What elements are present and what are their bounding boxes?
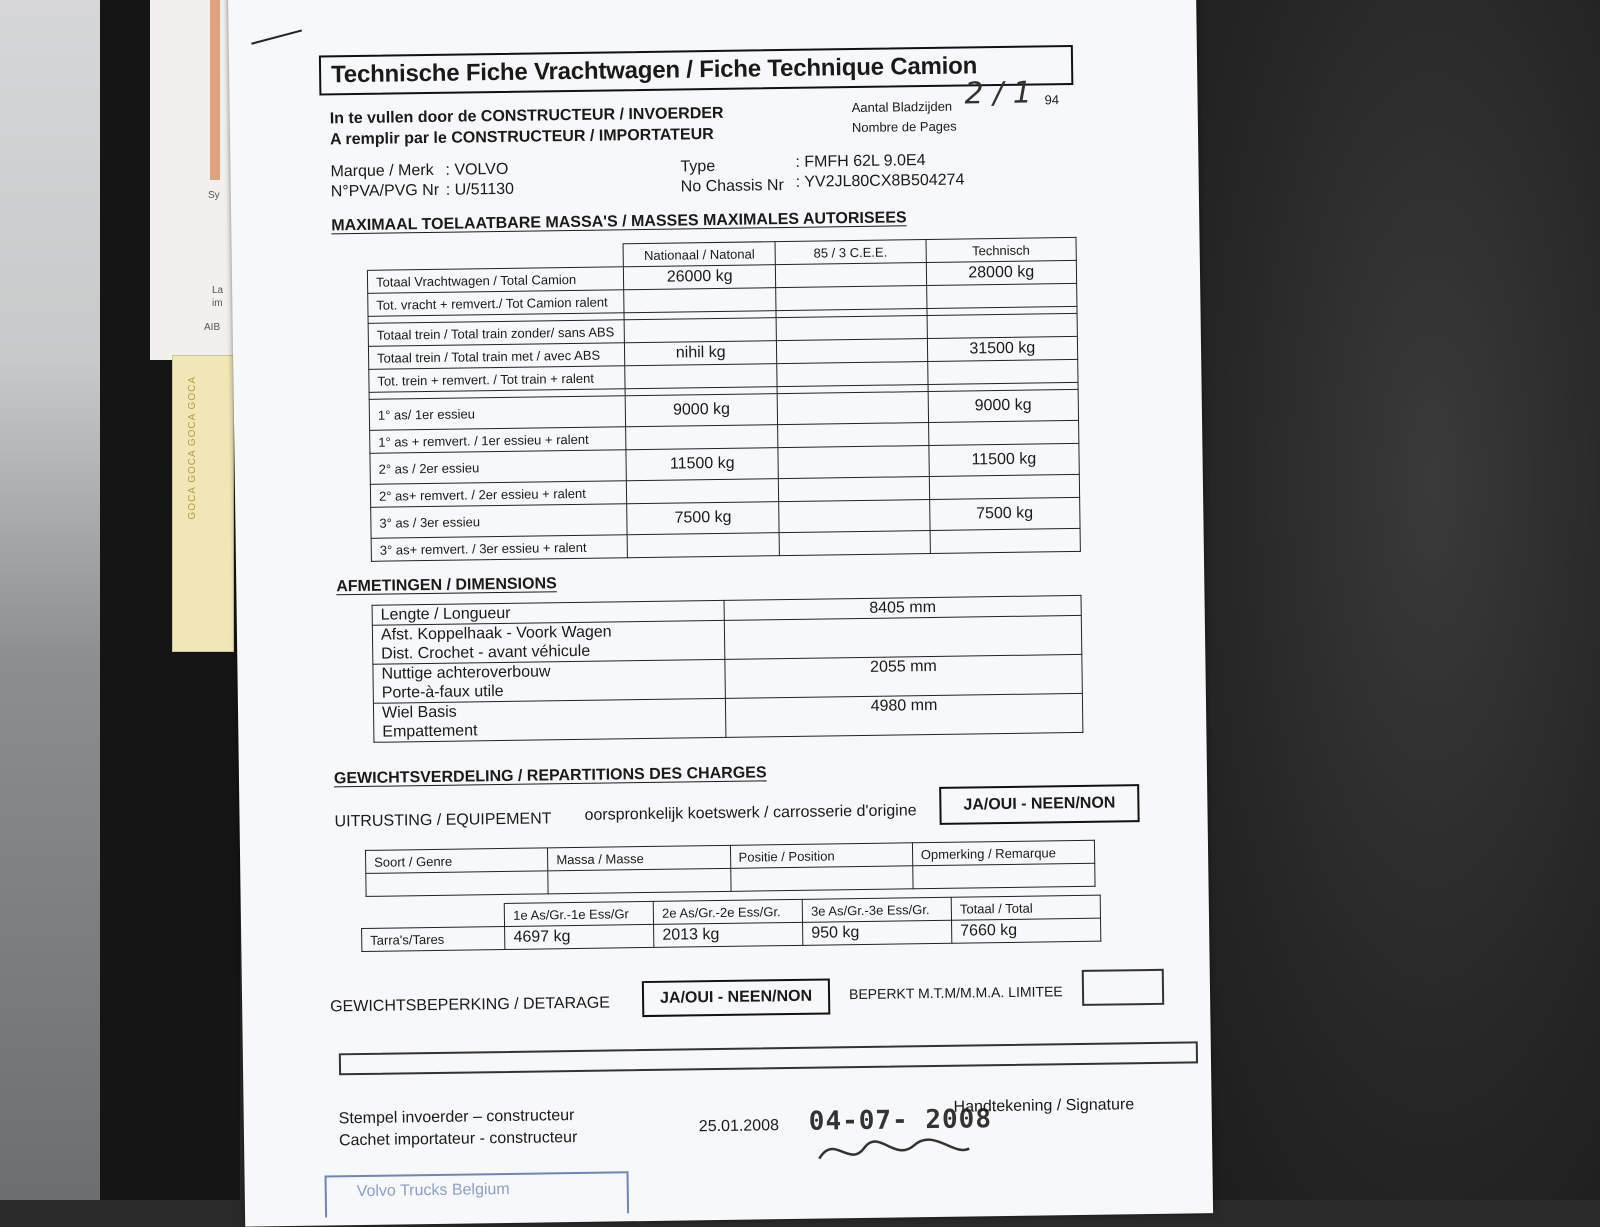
- dimension-label-line1: Afst. Koppelhaak - Voork Wagen: [380, 623, 612, 644]
- pen-mark: [251, 29, 302, 44]
- tare-axle1-value: 4697 kg: [505, 924, 654, 949]
- row-label: Tot. vracht + remvert./ Tot Camion ralent: [368, 290, 625, 317]
- limited-label: BEPERKT M.T.M/M.M.A. LIMITEE: [848, 983, 1063, 1003]
- under-doc-text: AIB: [204, 322, 221, 333]
- stamp-label-fr: Cachet importateur - constructeur: [338, 1128, 578, 1150]
- column-header-position: Positie / Position: [730, 843, 913, 869]
- tare-axle3-value: 950 kg: [803, 920, 952, 945]
- cee-value: [777, 423, 928, 448]
- technical-value: [927, 313, 1078, 338]
- national-value: 26000 kg: [624, 265, 776, 290]
- equipment-label: UITRUSTING / EQUIPEMENT: [334, 810, 552, 831]
- row-label: Totaal trein / Total train zonder/ sans ABS: [368, 320, 625, 347]
- dimension-value: [724, 615, 1082, 659]
- dimension-value: 4980 mm: [725, 693, 1083, 737]
- yellow-slip: [172, 355, 234, 652]
- column-header-axle3: 3e As/Gr.-3e Ess/Gr.: [802, 897, 951, 922]
- type-value: : FMFH 62L 9.0E4: [795, 152, 926, 171]
- company-stamp: Volvo Trucks Belgium: [325, 1171, 630, 1217]
- type-label: Type: [680, 157, 716, 176]
- fill-by-fr: A remplir par le CONSTRUCTEUR / IMPORTATEUR: [329, 125, 714, 149]
- under-doc-text: La: [212, 285, 224, 296]
- column-header-axle2: 2e As/Gr.-2e Ess/Gr.: [653, 899, 802, 924]
- make-label: Marque / Merk: [330, 161, 434, 181]
- technical-value: 7500 kg: [929, 497, 1080, 530]
- technical-value: 31500 kg: [927, 336, 1078, 361]
- column-header-remark: Opmerking / Remarque: [912, 840, 1095, 866]
- table-cell: [361, 903, 505, 928]
- dimension-label-line2: Empattement: [382, 722, 478, 741]
- stamp-label-nl: Stempel invoerder – constructeur: [338, 1107, 575, 1128]
- table-cell: [912, 863, 1095, 889]
- technical-value: 28000 kg: [926, 260, 1077, 285]
- dimension-label: [373, 698, 726, 742]
- cee-value: [779, 500, 930, 533]
- dimension-label-line1: Lengte / Longueur: [380, 604, 511, 624]
- row-label: 1° as/ 1er essieu: [369, 396, 626, 431]
- cee-value: [777, 392, 928, 425]
- dimensions-table: [372, 595, 1084, 743]
- technical-sheet: [228, 0, 1213, 1227]
- underlying-document: [150, 0, 241, 360]
- background-fabric: [1180, 0, 1600, 1200]
- cee-value: [776, 339, 927, 364]
- chassis-value: : YV2JL80CX8B504274: [795, 171, 965, 191]
- limited-value-box: [1082, 969, 1164, 1006]
- national-value: 7500 kg: [627, 502, 779, 535]
- under-doc-text: im: [212, 298, 223, 309]
- dimensions-heading: AFMETINGEN / DIMENSIONS: [336, 575, 557, 596]
- pages-label-nl: Aantal Bladzijden: [851, 98, 953, 116]
- printed-date: 25.01.2008: [698, 1117, 780, 1136]
- column-header-technical: Technisch: [926, 237, 1077, 262]
- column-header-mass: Massa / Masse: [548, 845, 731, 871]
- remarks-field: [339, 1041, 1198, 1075]
- column-header-axle1: 1e As/Gr.-1e Ess/Gr: [505, 901, 654, 926]
- technical-value: [929, 474, 1080, 499]
- orange-stripe: [210, 0, 220, 180]
- technical-value: 11500 kg: [928, 443, 1079, 476]
- column-header-total: Totaal / Total: [951, 895, 1100, 920]
- dimension-value: 8405 mm: [724, 595, 1081, 620]
- dimension-label: [372, 620, 725, 664]
- dimension-label-line1: Nuttige achteroverbouw: [381, 663, 551, 683]
- column-header-national: Nationaal / Natonal: [623, 242, 775, 267]
- dimension-label-line2: Porte-à-faux utile: [381, 682, 504, 702]
- equipment-table: [365, 840, 1096, 897]
- technical-value: [930, 528, 1081, 553]
- national-value: [627, 479, 779, 504]
- row-label: 2° as / 2er essieu: [370, 450, 627, 485]
- table-cell: [366, 871, 549, 897]
- column-header-genre: Soort / Genre: [365, 848, 548, 874]
- tare-label: Tarra's/Tares: [362, 926, 506, 951]
- yellow-slip-text: GOCA GOCA GOCA GOCA: [187, 376, 198, 520]
- technical-value: [927, 359, 1078, 384]
- stamped-date: 04-07- 2008: [808, 1104, 993, 1137]
- column-header-cee: 85 / 3 C.E.E.: [775, 240, 926, 265]
- row-label: 2° as+ remvert. / 2er essieu + ralent: [370, 481, 627, 508]
- technical-value: [928, 420, 1079, 445]
- limitation-choice-box: JA/OUI - NEEN/NON: [642, 978, 830, 1017]
- signature-scribble: [814, 1126, 975, 1168]
- table-cell: [730, 866, 913, 892]
- row-label: Totaal trein / Total train met / avec ABS: [368, 343, 625, 370]
- row-label: Totaal Vrachtwagen / Total Camion: [367, 267, 624, 294]
- technical-value: 9000 kg: [928, 389, 1079, 422]
- equipment-choice-box: JA/OUI - NEEN/NON: [939, 784, 1140, 825]
- tare-total-value: 7660 kg: [952, 918, 1101, 943]
- pages-value: 2 / 1: [964, 75, 1033, 112]
- limitation-label: GEWICHTSBEPERKING / DETARAGE: [330, 994, 611, 1016]
- national-value: [626, 425, 778, 450]
- distribution-heading: GEWICHTSVERDELING / REPARTITIONS DES CHARGES: [333, 764, 767, 788]
- chassis-label: No Chassis Nr: [680, 177, 784, 196]
- dimension-label-line1: Wiel Basis: [381, 703, 457, 722]
- national-value: 9000 kg: [626, 394, 778, 427]
- signature-label: Handtekening / Signature: [953, 1096, 1135, 1116]
- dimension-value: 2055 mm: [725, 654, 1083, 698]
- row-label: Tot. trein + remvert. / Tot train + ralent: [369, 366, 626, 393]
- row-label: 3° as / 3er essieu: [371, 504, 628, 539]
- form-code: 94: [1044, 92, 1060, 108]
- pva-label: N°PVA/PVG Nr: [330, 181, 440, 201]
- cee-value: [776, 316, 927, 341]
- national-value: nihil kg: [625, 341, 777, 366]
- tare-axle2-value: 2013 kg: [654, 922, 803, 947]
- row-label: 3° as+ remvert. / 3er essieu + ralent: [371, 535, 628, 562]
- tare-table: [361, 895, 1102, 952]
- cee-value: [777, 362, 928, 387]
- national-value: [624, 288, 776, 313]
- technical-value: [926, 283, 1077, 308]
- masses-heading: MAXIMAAL TOELAATBARE MASSA'S / MASSES MAXIMALES AUTORISEES: [331, 209, 907, 235]
- cee-value: [778, 446, 929, 479]
- dimension-label: [373, 659, 726, 703]
- national-value: [625, 364, 777, 389]
- cee-value: [778, 477, 929, 502]
- table-cell: [548, 868, 731, 894]
- masses-table: [367, 237, 1081, 562]
- under-doc-text: Sy: [208, 190, 220, 201]
- cee-value: [776, 286, 927, 311]
- national-value: [628, 533, 780, 558]
- make-value: : VOLVO: [445, 160, 509, 179]
- fill-by-nl: In te vullen door de CONSTRUCTEUR / INVOERDER: [329, 104, 724, 128]
- row-label: 1° as + remvert. / 1er essieu + ralent: [370, 427, 627, 454]
- equipment-description: oorspronkelijk koetswerk / carrosserie d'origine: [584, 802, 917, 824]
- pva-value: : U/51130: [445, 180, 515, 199]
- national-value: [625, 318, 777, 343]
- national-value: 11500 kg: [626, 448, 778, 481]
- cee-value: [779, 531, 930, 556]
- document-title: Technische Fiche Vrachtwagen / Fiche Technique Camion: [319, 45, 1073, 96]
- dimension-label-line2: Dist. Crochet - avant véhicule: [381, 642, 591, 663]
- cee-value: [775, 263, 926, 288]
- pages-label-fr: Nombre de Pages: [851, 118, 957, 136]
